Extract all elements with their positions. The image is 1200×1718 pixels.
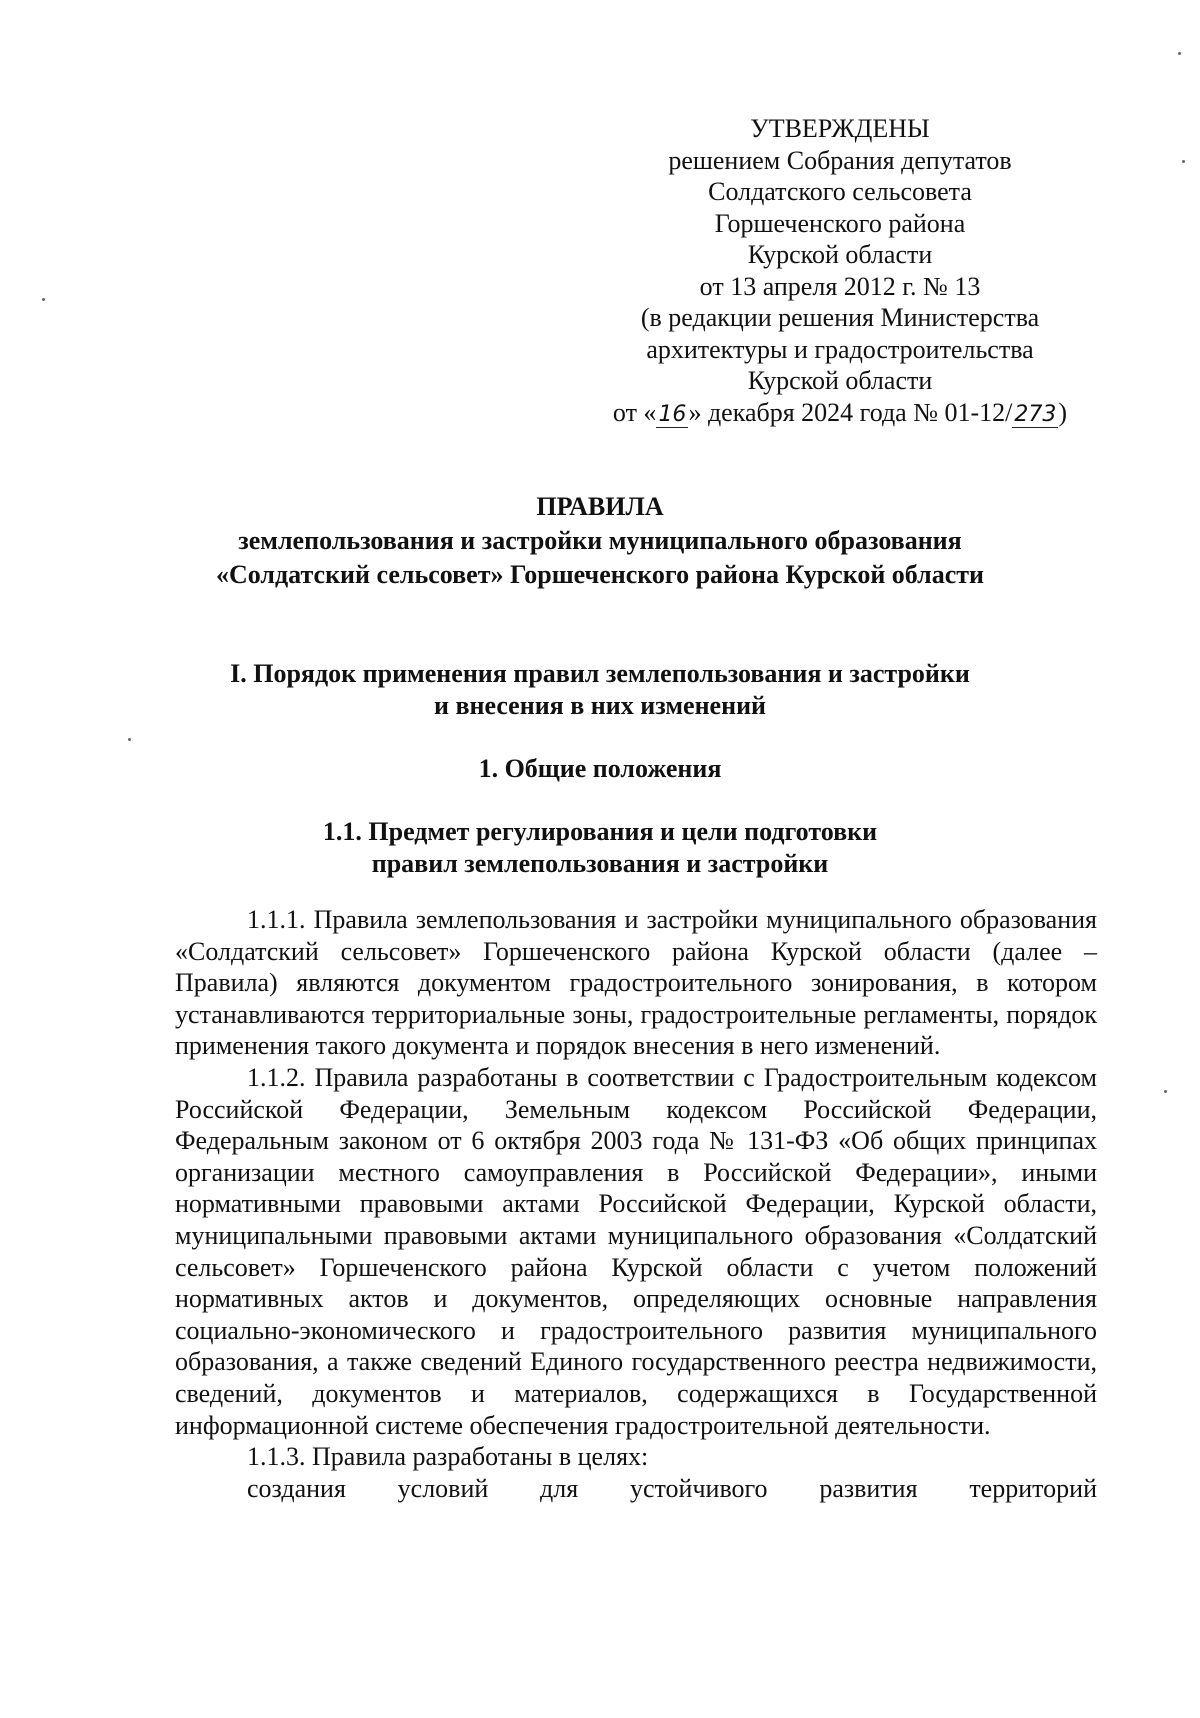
paragraph-1-1-3-a: создания условий для устойчивого развития территорий	[247, 1473, 1097, 1503]
body-text	[175, 904, 1097, 1504]
subsection-heading-1	[0, 753, 1200, 785]
subsection-heading-1-1	[0, 816, 1200, 880]
approval-date-prefix: от «	[612, 397, 657, 427]
paragraph-1-1-2: 1.1.2. Правила разработаны в соответствии с Градостроительным кодексом Российской Федерации, Земельным кодексом Российской Федерации, Федеральным законом от 6 октября 2003 года № 131-ФЗ «Об общих принципах организации местного самоуправления в Российской Федерации», иными нормативными правовыми актами Российской Федерации, Курской области, муниципальными правовыми актами муниципального образования «Солдатский сельсовет» Горшеченского района Курской области с учетом положений нормативных актов и документов, определяющих основные направления социально-экономического и градостроительного развития муниципального образования, а также сведений Единого государственного реестра недвижимости, сведений, документов и материалов, содержащихся в Государственной информационной системе обеспечения градостроительной деятельности.	[175, 1062, 1097, 1440]
approval-date-suffix: )	[1058, 397, 1068, 427]
approval-line-2: Солдатского сельсовета	[708, 177, 972, 206]
section-1-line-2: и внесения в них изменений	[433, 691, 767, 720]
section-heading-1	[0, 658, 1200, 722]
scan-speck	[128, 738, 131, 741]
paragraph-1-1-3: 1.1.3. Правила разработаны в целях:	[247, 1442, 649, 1472]
approval-line-9	[560, 397, 1120, 429]
approval-line-7: архитектуры и градостроительства	[646, 334, 1034, 364]
title-line-1: землепользования и застройки муниципального образования	[238, 526, 962, 555]
handwritten-number: 273	[1014, 401, 1057, 427]
approval-date-middle: » декабря 2024 года № 01-12/	[688, 397, 1013, 427]
approval-line-5: от 13 апреля 2012 г. № 13	[699, 271, 981, 301]
subsection-1-1-line-1: 1.1. Предмет регулирования и цели подготовки	[322, 817, 878, 846]
approval-heading: УТВЕРЖДЕНЫ	[750, 114, 930, 143]
document-title	[0, 490, 1200, 592]
approval-line-4: Курской области	[747, 240, 933, 269]
paragraph-1-1-1: 1.1.1. Правила землепользования и застройки муниципального образования «Солдатский сельсовет» Горшеченского района Курской области (далее – Правила) являются документом градостроительного зонирования, в котором устанавливаются территориальные зоны, градостроительные регламенты, порядок применения такого документа и порядок внесения в него изменений.	[175, 905, 1097, 1061]
approval-line-8: Курской области	[747, 366, 933, 395]
scan-speck	[1164, 1090, 1167, 1093]
title-line-2: «Солдатский сельсовет» Горшеченского района Курской области	[215, 560, 985, 589]
approval-line-1: решением Собрания депутатов	[668, 145, 1012, 175]
subsection-1-1-line-2: правил землепользования и застройки	[371, 849, 829, 878]
title-main: ПРАВИЛА	[536, 492, 664, 521]
scan-speck	[42, 298, 45, 301]
approval-block	[560, 113, 1120, 428]
approval-line-3: Горшеченского района	[714, 208, 966, 238]
subsection-1-line-1: 1. Общие положения	[478, 754, 722, 783]
handwritten-day: 16	[658, 401, 687, 427]
scan-speck	[1182, 160, 1185, 163]
scan-speck	[1178, 52, 1181, 55]
section-1-line-1: I. Порядок применения правил землепользования и застройки	[230, 659, 970, 688]
approval-line-6: (в редакции решения Министерства	[640, 303, 1040, 332]
